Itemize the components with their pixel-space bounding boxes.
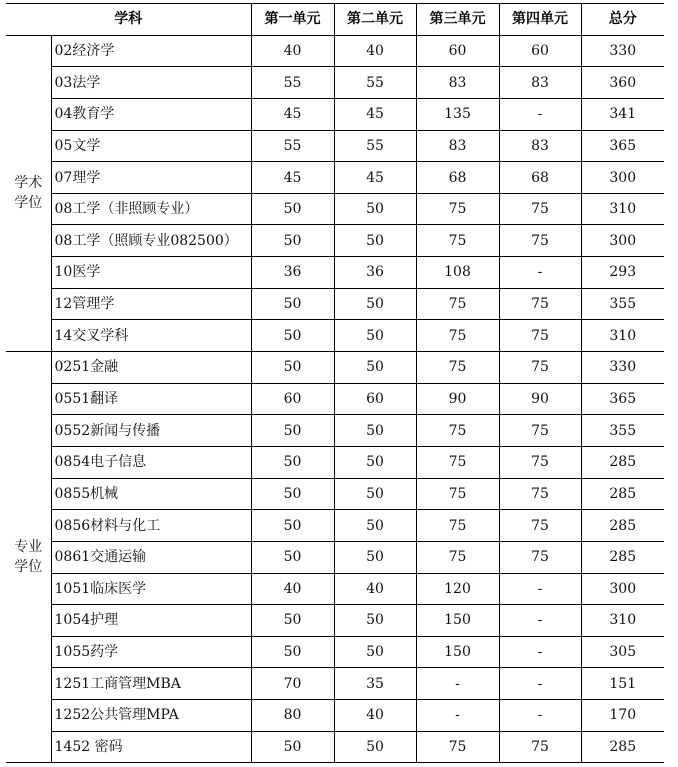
category-label-line2: 学位 (14, 195, 43, 212)
subject-cell: 0552新闻与传播 (51, 415, 251, 447)
subject-cell: 0251金融 (51, 352, 251, 384)
total-cell: 293 (581, 257, 664, 289)
subject-cell: 0856材料与化工 (51, 510, 251, 542)
unit-1-cell: 50 (251, 510, 334, 542)
unit-4-cell: - (499, 668, 581, 700)
subject-cell: 1055药学 (51, 636, 251, 668)
total-cell: 170 (581, 700, 664, 732)
table-row (6, 605, 664, 637)
unit-1-cell: 50 (251, 320, 334, 352)
unit-3-cell: 75 (416, 510, 499, 542)
subject-cell: 04教育学 (51, 98, 251, 130)
table-row (6, 668, 664, 700)
total-cell: 365 (581, 383, 664, 415)
subject-cell: 07理学 (51, 162, 251, 194)
subject-cell: 1452 密码 (51, 731, 251, 763)
total-cell: 310 (581, 605, 664, 637)
subject-cell: 12管理学 (51, 288, 251, 320)
category-cell (6, 35, 51, 351)
table-row (6, 415, 664, 447)
unit-1-cell: 50 (251, 225, 334, 257)
table-row (6, 446, 664, 478)
total-cell: 285 (581, 731, 664, 763)
unit-2-cell: 50 (334, 446, 416, 478)
total-cell: 310 (581, 320, 664, 352)
subject-cell: 02经济学 (51, 35, 251, 67)
subject-cell: 0551翻译 (51, 383, 251, 415)
unit-3-cell: 108 (416, 257, 499, 289)
unit-1-cell: 55 (251, 130, 334, 162)
total-cell: 285 (581, 478, 664, 510)
unit-2-cell: 50 (334, 193, 416, 225)
unit-1-cell: 45 (251, 98, 334, 130)
unit-4-cell: 68 (499, 162, 581, 194)
unit-4-cell: 75 (499, 541, 581, 573)
unit-2-cell: 50 (334, 415, 416, 447)
unit-1-cell: 60 (251, 383, 334, 415)
unit-2-cell: 50 (334, 510, 416, 542)
unit-3-cell: 75 (416, 225, 499, 257)
unit-1-cell: 50 (251, 478, 334, 510)
unit-1-cell: 50 (251, 605, 334, 637)
unit-4-cell: - (499, 605, 581, 637)
header-unit-3: 第三单元 (416, 4, 499, 36)
unit-1-cell: 40 (251, 573, 334, 605)
header-total: 总分 (581, 4, 664, 36)
subject-cell: 08工学（非照顾专业） (51, 193, 251, 225)
category-label-line2: 学位 (14, 559, 43, 576)
unit-4-cell: 75 (499, 193, 581, 225)
unit-4-cell: 75 (499, 288, 581, 320)
unit-2-cell: 50 (334, 731, 416, 763)
table-row (6, 257, 664, 289)
unit-2-cell: 45 (334, 98, 416, 130)
table-row (6, 193, 664, 225)
unit-3-cell: - (416, 668, 499, 700)
total-cell: 360 (581, 67, 664, 99)
subject-cell: 1251工商管理MBA (51, 668, 251, 700)
unit-3-cell: 75 (416, 478, 499, 510)
unit-2-cell: 50 (334, 478, 416, 510)
unit-4-cell: 90 (499, 383, 581, 415)
unit-1-cell: 55 (251, 67, 334, 99)
unit-2-cell: 45 (334, 162, 416, 194)
unit-1-cell: 50 (251, 352, 334, 384)
total-cell: 341 (581, 98, 664, 130)
unit-2-cell: 40 (334, 573, 416, 605)
unit-3-cell: 120 (416, 573, 499, 605)
total-cell: 365 (581, 130, 664, 162)
total-cell: 355 (581, 415, 664, 447)
unit-3-cell: 75 (416, 288, 499, 320)
unit-4-cell: - (499, 700, 581, 732)
subject-cell: 05文学 (51, 130, 251, 162)
unit-4-cell: 75 (499, 352, 581, 384)
table-row (6, 98, 664, 130)
unit-2-cell: 60 (334, 383, 416, 415)
subject-cell: 1054护理 (51, 605, 251, 637)
subject-cell: 0854电子信息 (51, 446, 251, 478)
unit-2-cell: 50 (334, 225, 416, 257)
table-row (6, 35, 664, 67)
unit-2-cell: 35 (334, 668, 416, 700)
unit-3-cell: 60 (416, 35, 499, 67)
unit-4-cell: 75 (499, 478, 581, 510)
category-cell (6, 352, 51, 763)
total-cell: 151 (581, 668, 664, 700)
unit-2-cell: 50 (334, 605, 416, 637)
unit-1-cell: 70 (251, 668, 334, 700)
total-cell: 310 (581, 193, 664, 225)
total-cell: 305 (581, 636, 664, 668)
unit-1-cell: 50 (251, 446, 334, 478)
table-row (6, 67, 664, 99)
table-row (6, 510, 664, 542)
unit-2-cell: 55 (334, 67, 416, 99)
unit-3-cell: - (416, 700, 499, 732)
unit-2-cell: 36 (334, 257, 416, 289)
unit-1-cell: 50 (251, 415, 334, 447)
header-unit-1: 第一单元 (251, 4, 334, 36)
unit-3-cell: 83 (416, 67, 499, 99)
unit-1-cell: 50 (251, 731, 334, 763)
unit-4-cell: - (499, 636, 581, 668)
unit-1-cell: 50 (251, 541, 334, 573)
total-cell: 285 (581, 510, 664, 542)
header-unit-4: 第四单元 (499, 4, 581, 36)
subject-cell: 10医学 (51, 257, 251, 289)
subject-cell: 0855机械 (51, 478, 251, 510)
unit-1-cell: 50 (251, 193, 334, 225)
table-row (6, 700, 664, 732)
unit-4-cell: - (499, 98, 581, 130)
subject-cell: 0861交通运输 (51, 541, 251, 573)
unit-2-cell: 50 (334, 352, 416, 384)
score-table (6, 3, 664, 763)
table-row (6, 541, 664, 573)
table-row (6, 383, 664, 415)
table-row (6, 731, 664, 763)
unit-1-cell: 36 (251, 257, 334, 289)
unit-3-cell: 75 (416, 193, 499, 225)
category-label-line1: 专业 (14, 539, 43, 556)
total-cell: 285 (581, 446, 664, 478)
table-row (6, 288, 664, 320)
table-row (6, 130, 664, 162)
total-cell: 300 (581, 573, 664, 605)
unit-3-cell: 150 (416, 605, 499, 637)
total-cell: 300 (581, 225, 664, 257)
table-row (6, 573, 664, 605)
header-subject: 学科 (6, 4, 251, 36)
unit-4-cell: 83 (499, 67, 581, 99)
unit-1-cell: 40 (251, 35, 334, 67)
unit-2-cell: 40 (334, 35, 416, 67)
subject-cell: 03法学 (51, 67, 251, 99)
unit-3-cell: 135 (416, 98, 499, 130)
subject-cell: 14交叉学科 (51, 320, 251, 352)
unit-3-cell: 75 (416, 415, 499, 447)
table-row (6, 352, 664, 384)
unit-4-cell: 75 (499, 225, 581, 257)
unit-2-cell: 50 (334, 541, 416, 573)
unit-2-cell: 50 (334, 636, 416, 668)
unit-4-cell: 75 (499, 320, 581, 352)
unit-2-cell: 50 (334, 320, 416, 352)
unit-1-cell: 50 (251, 636, 334, 668)
total-cell: 330 (581, 352, 664, 384)
category-label-line1: 学术 (14, 175, 43, 192)
total-cell: 285 (581, 541, 664, 573)
subject-cell: 1252公共管理MPA (51, 700, 251, 732)
total-cell: 355 (581, 288, 664, 320)
total-cell: 300 (581, 162, 664, 194)
header-row (6, 4, 664, 36)
unit-1-cell: 45 (251, 162, 334, 194)
unit-4-cell: 75 (499, 731, 581, 763)
unit-3-cell: 75 (416, 541, 499, 573)
unit-3-cell: 68 (416, 162, 499, 194)
table-row (6, 320, 664, 352)
subject-cell: 1051临床医学 (51, 573, 251, 605)
table-row (6, 478, 664, 510)
table-row (6, 225, 664, 257)
unit-3-cell: 75 (416, 352, 499, 384)
unit-2-cell: 55 (334, 130, 416, 162)
unit-4-cell: 60 (499, 35, 581, 67)
unit-3-cell: 150 (416, 636, 499, 668)
unit-3-cell: 75 (416, 320, 499, 352)
unit-3-cell: 75 (416, 731, 499, 763)
table-row (6, 162, 664, 194)
unit-4-cell: 75 (499, 446, 581, 478)
table-row (6, 636, 664, 668)
unit-3-cell: 83 (416, 130, 499, 162)
unit-4-cell: - (499, 257, 581, 289)
unit-2-cell: 50 (334, 288, 416, 320)
unit-4-cell: 75 (499, 415, 581, 447)
table-body (6, 35, 664, 763)
unit-4-cell: 75 (499, 510, 581, 542)
unit-2-cell: 40 (334, 700, 416, 732)
unit-4-cell: - (499, 573, 581, 605)
total-cell: 330 (581, 35, 664, 67)
unit-1-cell: 50 (251, 288, 334, 320)
header-unit-2: 第二单元 (334, 4, 416, 36)
subject-cell: 08工学（照顾专业082500） (51, 225, 251, 257)
unit-1-cell: 80 (251, 700, 334, 732)
unit-4-cell: 83 (499, 130, 581, 162)
unit-3-cell: 75 (416, 446, 499, 478)
unit-3-cell: 90 (416, 383, 499, 415)
